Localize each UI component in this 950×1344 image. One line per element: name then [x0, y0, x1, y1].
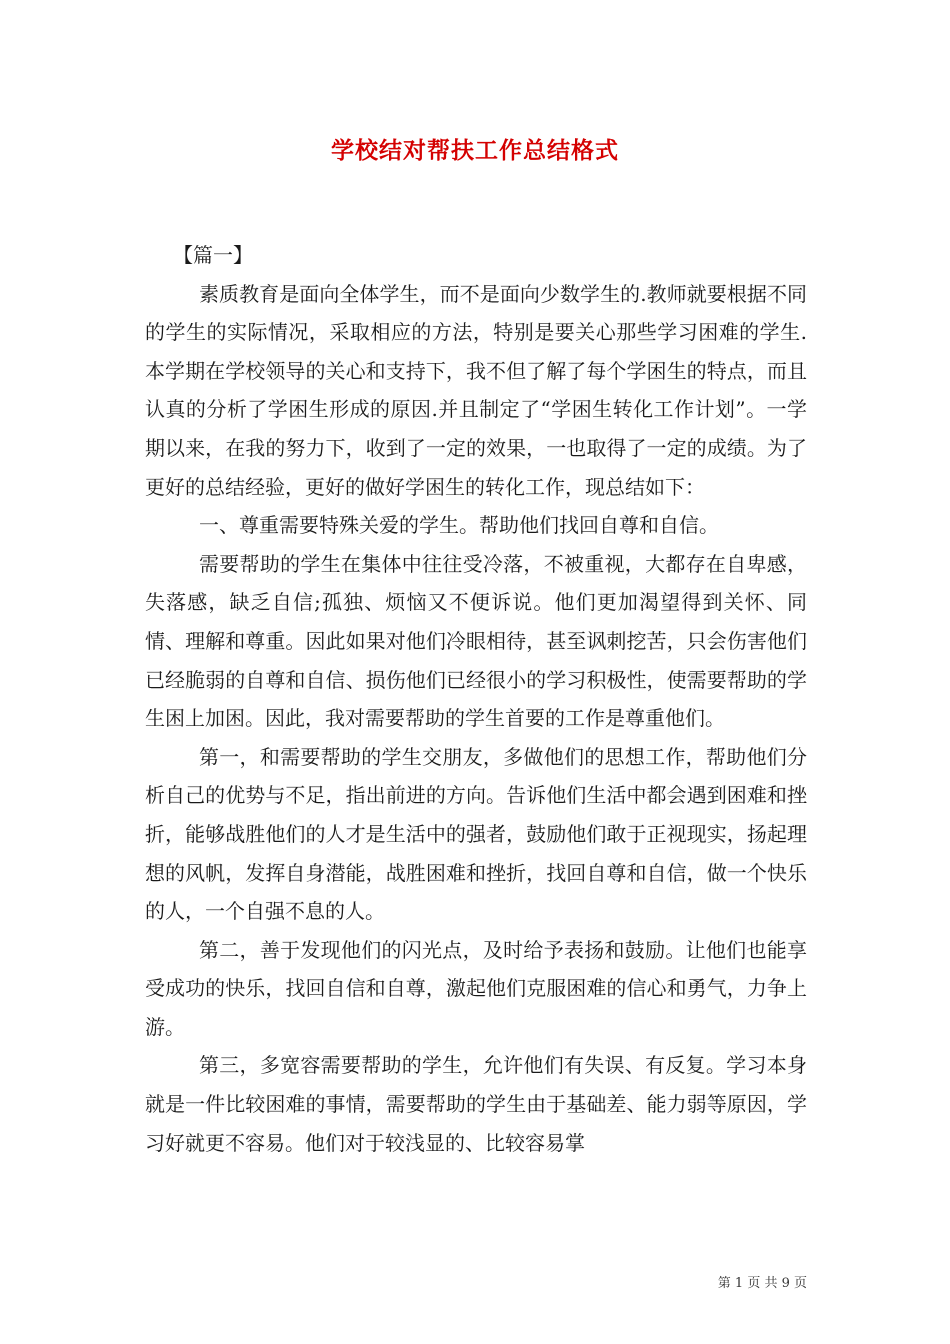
document-title: 学校结对帮扶工作总结格式 [331, 137, 619, 164]
section-label: 【篇一】 [173, 243, 253, 267]
paragraph-heading-1: 一、尊重需要特殊关爱的学生。帮助他们找回自尊和自信。 [199, 513, 719, 538]
page-number-footer: 第 1 页 共 9 页 [717, 1276, 807, 1291]
paragraph-intro: 素质教育是面向全体学生，而不是面向少数学生的.教师就要根据不同的学生的实际情况，采取相应的方法，特别是要关心那些学习困难的学生.本学期在学校领导的关心和支持下，我不但了解了每个学困生的特点，而且认真的分析了学困生形成的原因.并且制定了“学困生转化工作计划”。一学期以来，在我的努力下，收到了一定的效果，一也取得了一定的成绩。为了更好的总结经验，更好的做好学困生的转化工作，现总结如下： [145, 281, 807, 499]
paragraph-first: 第一，和需要帮助的学生交朋友，多做他们的思想工作，帮助他们分析自己的优势与不足，指出前进的方向。告诉他们生活中都会遇到困难和挫折，能够战胜他们的人才是生活中的强者，鼓励他们敢于正视现实，扬起理想的风帆，发挥自身潜能，战胜困难和挫折，找回自尊和自信，做一个快乐的人，一个自强不息的人。 [145, 744, 807, 924]
document-body [145, 236, 807, 1162]
paragraph-respect: 需要帮助的学生在集体中往往受冷落，不被重视，大都存在自卑感，失落感，缺乏自信;孤独、烦恼又不便诉说。他们更加渴望得到关怀、同情、理解和尊重。因此如果对他们冷眼相待，甚至讽刺挖苦，只会伤害他们已经脆弱的自尊和自信、损伤他们已经很小的学习积极性，使需要帮助的学生困上加困。因此，我对需要帮助的学生首要的工作是尊重他们。 [145, 551, 807, 731]
paragraph-second: 第二，善于发现他们的闪光点，及时给予表扬和鼓励。让他们也能享受成功的快乐，找回自信和自尊，激起他们克服困难的信心和勇气，力争上游。 [145, 937, 807, 1039]
paragraph-third: 第三，多宽容需要帮助的学生，允许他们有失误、有反复。学习本身就是一件比较困难的事情，需要帮助的学生由于基础差、能力弱等原因，学习好就更不容易。他们对于较浅显的、比较容易掌 [145, 1053, 807, 1155]
